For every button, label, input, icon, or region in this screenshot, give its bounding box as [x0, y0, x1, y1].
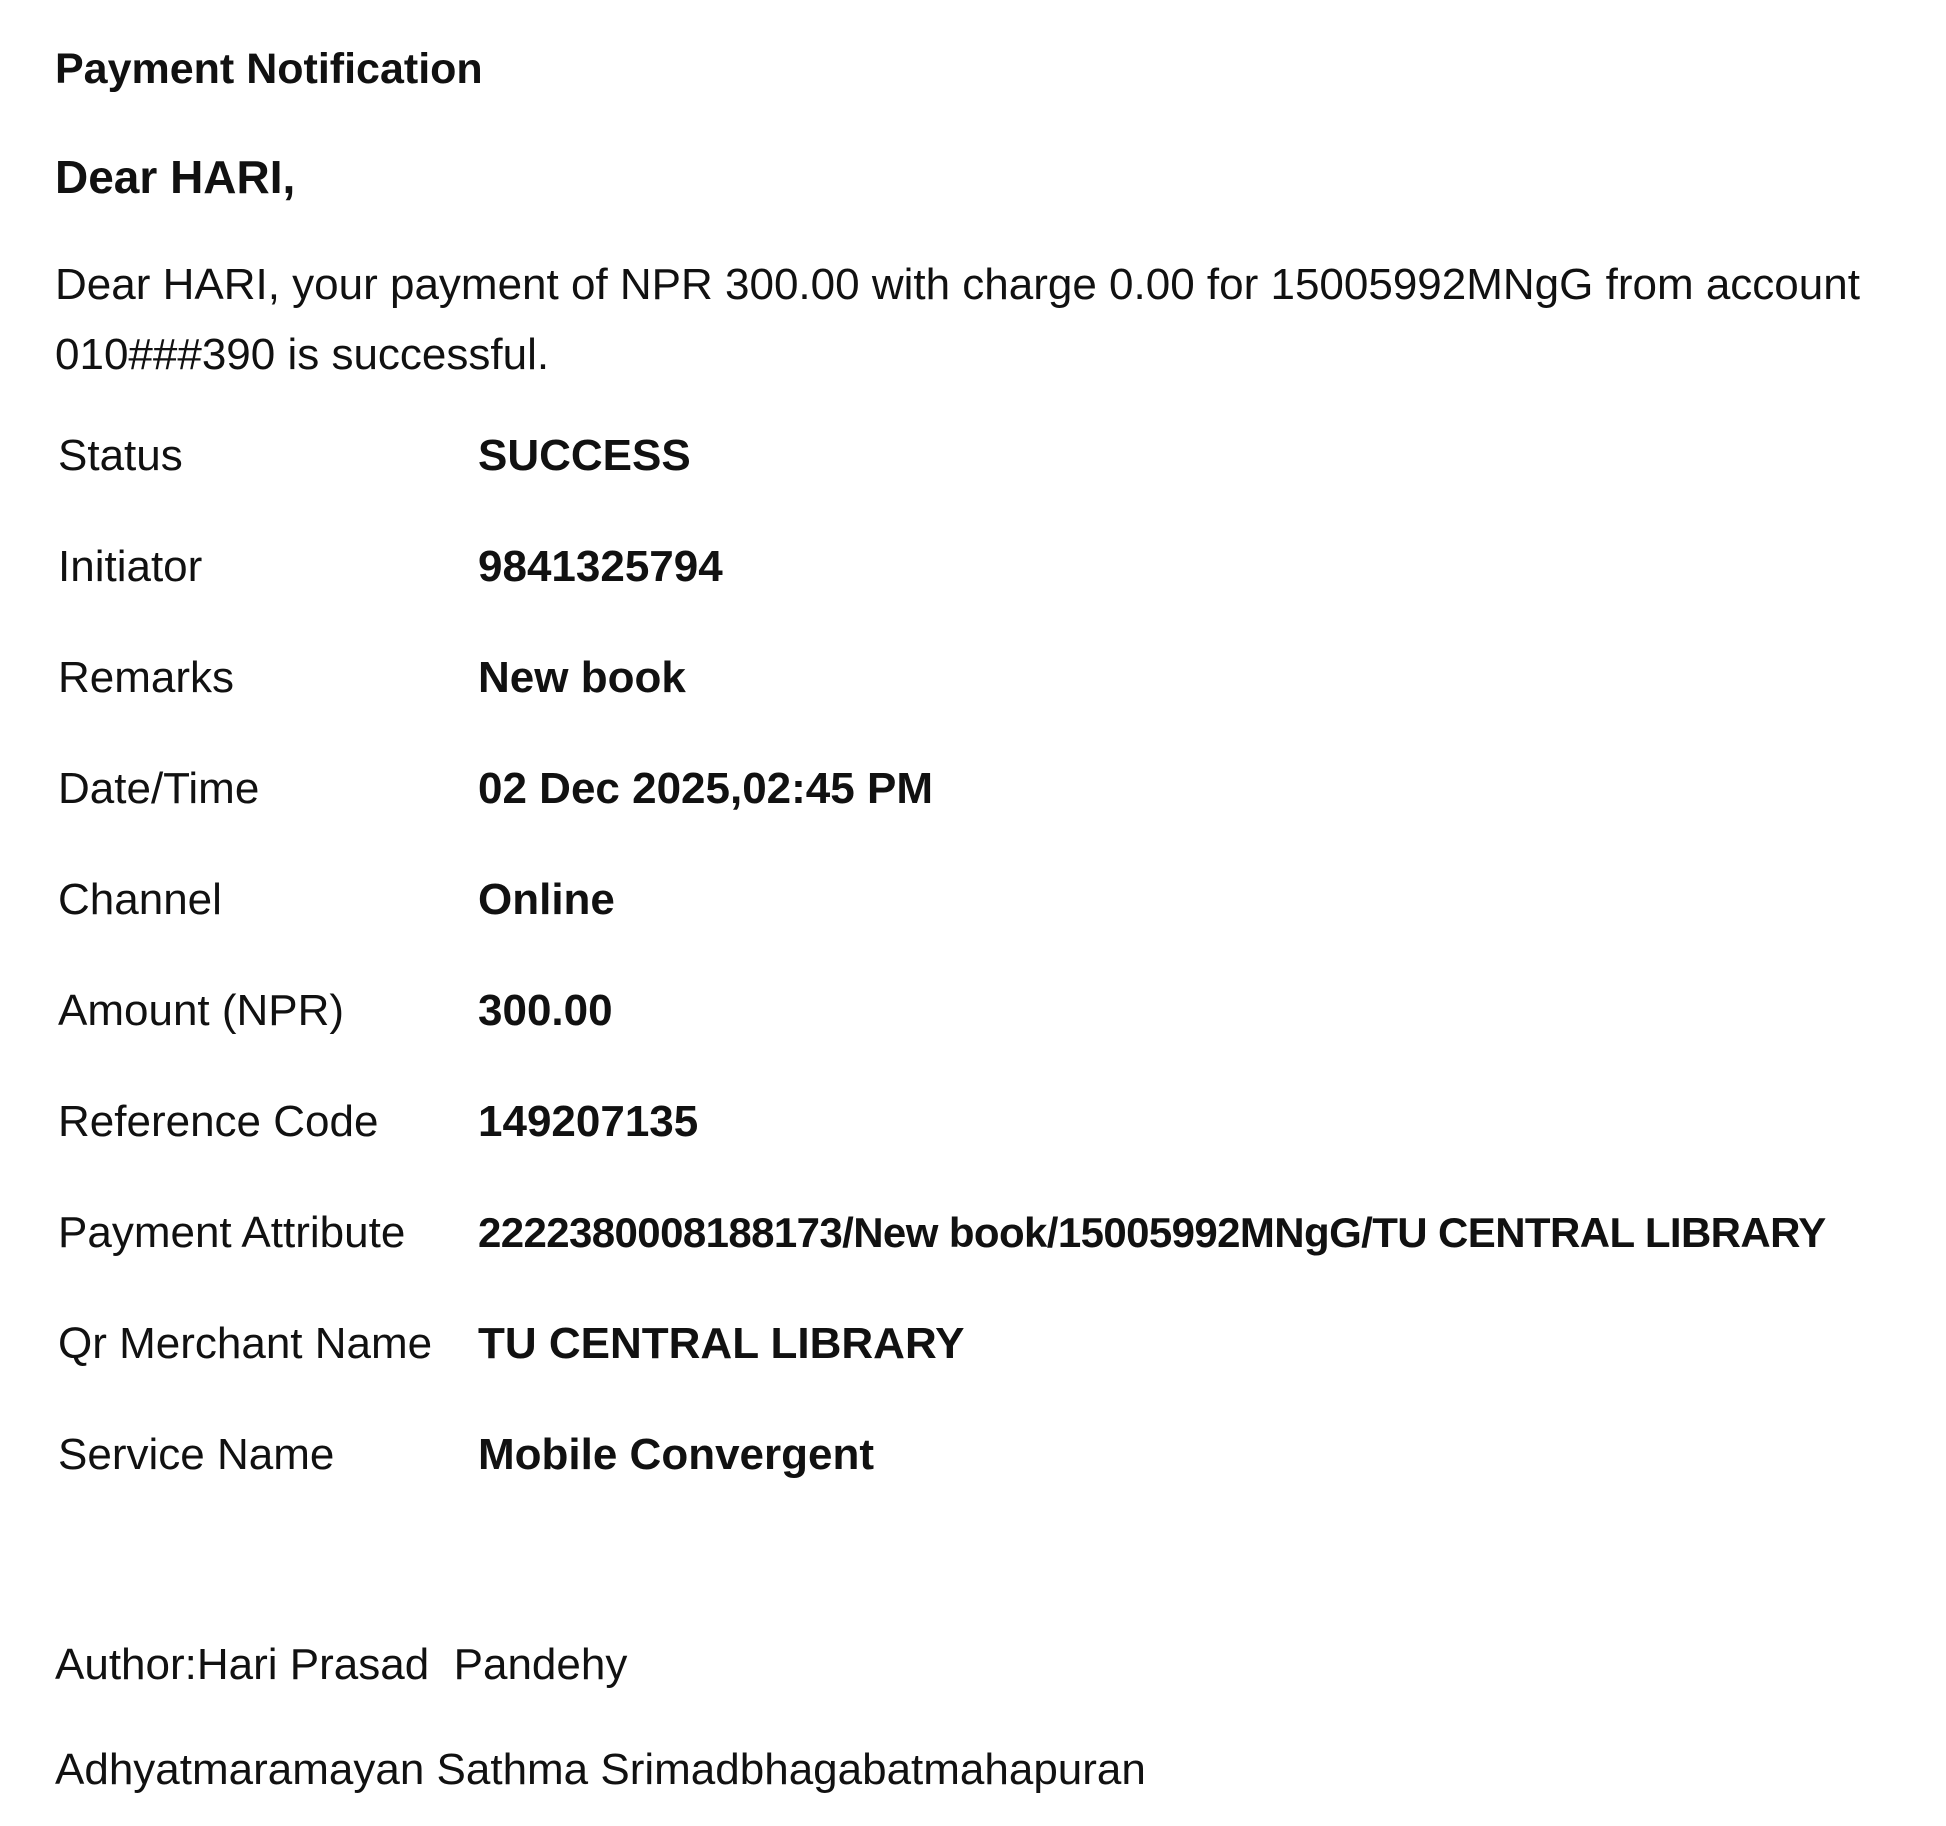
salutation: Dear HARI, — [55, 151, 296, 203]
remarks-label: Remarks — [58, 653, 235, 702]
payment-attribute-label: Payment Attribute — [58, 1208, 406, 1257]
detail-row-qr-merchant-name — [58, 1316, 1826, 1427]
detail-row-reference-code — [58, 1094, 1826, 1205]
status-value: SUCCESS — [478, 431, 691, 480]
channel-label: Channel — [58, 875, 222, 924]
channel-value: Online — [478, 875, 615, 924]
amount-value: 300.00 — [478, 986, 613, 1035]
payment-message-line-1: Dear HARI, your payment of NPR 300.00 with charge 0.00 for 15005992MNgG from account — [55, 260, 1860, 309]
detail-row-amount — [58, 983, 1826, 1094]
datetime-label: Date/Time — [58, 764, 260, 813]
author-line: Author:Hari Prasad Pandehy — [55, 1640, 628, 1689]
datetime-value: 02 Dec 2025,02:45 PM — [478, 764, 933, 813]
service-name-label: Service Name — [58, 1430, 335, 1479]
book-title: Adhyatmaramayan Sathma Srimadbhagabatmahapuran — [55, 1745, 1146, 1794]
detail-row-channel — [58, 872, 1826, 983]
payment-details-table — [58, 428, 1826, 1538]
detail-row-status — [58, 428, 1826, 539]
amount-label: Amount (NPR) — [58, 986, 345, 1035]
qr-merchant-name-value: TU CENTRAL LIBRARY — [478, 1319, 965, 1368]
status-label: Status — [58, 431, 183, 480]
detail-row-initiator — [58, 539, 1826, 650]
initiator-value: 9841325794 — [478, 542, 723, 591]
page-title: Payment Notification — [55, 45, 483, 93]
qr-merchant-name-label: Qr Merchant Name — [58, 1319, 433, 1368]
payment-attribute-value: 2222380008188173/New book/15005992MNgG/TU CENTRAL LIBRARY — [478, 1209, 1826, 1256]
detail-row-remarks — [58, 650, 1826, 761]
reference-code-value: 149207135 — [478, 1097, 699, 1146]
reference-code-label: Reference Code — [58, 1097, 379, 1146]
detail-row-payment-attribute — [58, 1205, 1826, 1316]
detail-row-service-name — [58, 1427, 1826, 1538]
service-name-value: Mobile Convergent — [478, 1430, 875, 1479]
payment-message — [55, 250, 1935, 390]
remarks-value: New book — [478, 653, 686, 702]
initiator-label: Initiator — [58, 542, 203, 591]
payment-message-line-2: 010###390 is successful. — [55, 330, 550, 379]
detail-row-datetime — [58, 761, 1826, 872]
